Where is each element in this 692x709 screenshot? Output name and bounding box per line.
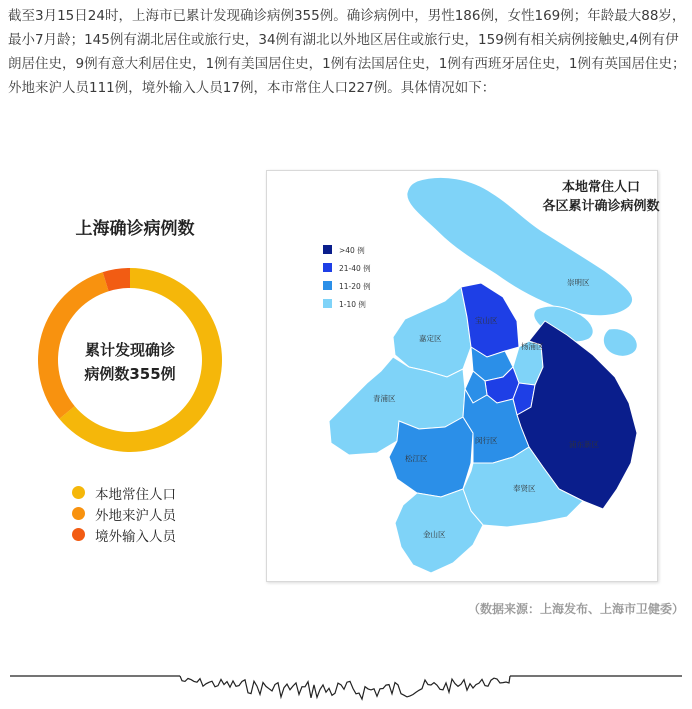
- label-baoshan: 宝山区: [475, 316, 498, 325]
- legend-dot-local: [72, 486, 85, 499]
- legend-label-local: 本地常住人口: [95, 486, 176, 503]
- legend-item-nonlocal: [72, 503, 176, 524]
- label-pudong: 浦东新区: [569, 440, 599, 449]
- legend-item-imported: [72, 524, 176, 545]
- data-source-note: （数据来源：上海发布、上海市卫健委）: [467, 602, 684, 616]
- map-legend-label-2: 21-40 例: [339, 264, 371, 273]
- legend-label-imported: 境外输入人员: [95, 528, 176, 545]
- label-jinshan: 金山区: [423, 530, 446, 539]
- label-chongming: 崇明区: [567, 278, 590, 287]
- donut-center-line1: 累计发现确诊: [84, 341, 175, 359]
- map-legend-swatch-2: [323, 263, 332, 272]
- label-minhang: 闵行区: [475, 436, 498, 445]
- map-frame: [266, 170, 658, 582]
- district-hengsha: [603, 329, 637, 357]
- label-songjiang: 松江区: [405, 454, 428, 463]
- legend-dot-imported: [72, 528, 85, 541]
- donut-chart-title: 上海确诊病例数: [75, 219, 195, 239]
- label-yangpu: 杨浦区: [521, 342, 544, 351]
- map-legend-label-3: 11-20 例: [339, 282, 371, 291]
- label-qingpu: 青浦区: [373, 394, 396, 403]
- map-legend-swatch-1: [323, 245, 332, 254]
- map-title: [526, 178, 676, 216]
- label-fengxian: 奉贤区: [513, 484, 536, 493]
- intro-paragraph: 截至3月15日24时，上海市已累计发现确诊病例355例。确诊病例中，男性186例，女性169例；年龄最大88岁，最小7月龄；145例有湖北居住或旅行史，34例有湖北以外地区居住或旅行史，159例有相关病例接触史,4例有伊朗居住史，9例有意大利居住史，1例有美国居住史，1例有法国居住史，1例有西班牙居住史，1例有英国居住史；外地来沪人员111例，境外输入人员17例，本市常住人口227例。具体情况如下：: [8, 8, 686, 96]
- district-jiading: [393, 287, 471, 377]
- district-songjiang: [389, 417, 473, 497]
- map-legend-swatch-3: [323, 281, 332, 290]
- legend-label-nonlocal: 外地来沪人员: [95, 507, 176, 524]
- map-title-line2: 各区累计确诊病例数: [542, 199, 660, 214]
- legend-dot-nonlocal: [72, 507, 85, 520]
- donut-legend: [72, 482, 176, 545]
- label-jiading: 嘉定区: [419, 334, 442, 343]
- map-legend-label-4: 1-10 例: [339, 300, 366, 309]
- map-legend-swatch-4: [323, 299, 332, 308]
- decorative-waveform-divider: [0, 648, 692, 704]
- map-title-line1: 本地常住人口: [561, 180, 640, 195]
- donut-center-line2: 病例数355例: [84, 365, 176, 383]
- divider-wave: [180, 676, 510, 699]
- donut-center-label: [58, 338, 202, 386]
- legend-item-local: [72, 482, 176, 503]
- shanghai-district-map: [267, 171, 657, 581]
- map-legend-label-1: >40 例: [339, 246, 365, 255]
